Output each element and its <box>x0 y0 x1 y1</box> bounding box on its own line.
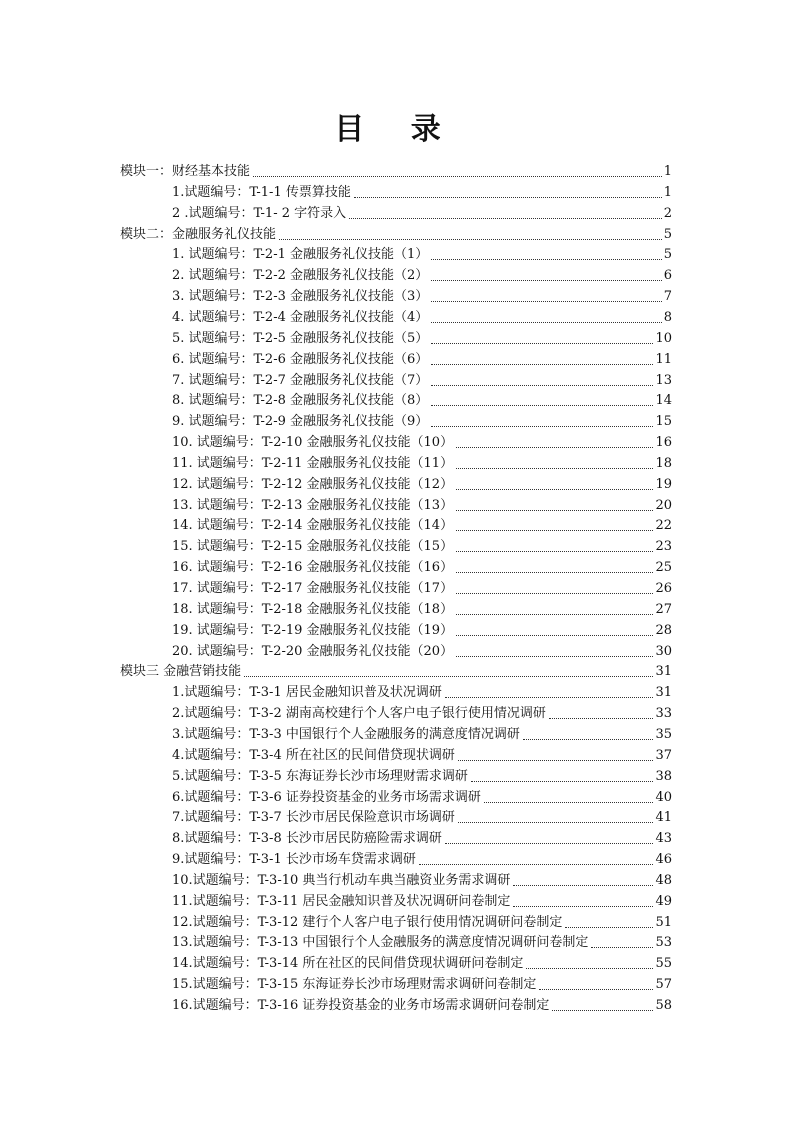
toc-entry[interactable] <box>172 391 672 411</box>
toc-entry-label: 17. 试题编号：T-2-17 金融服务礼仪技能（17） <box>172 581 454 596</box>
toc-entry[interactable] <box>172 433 672 453</box>
toc-page-number: 8 <box>663 309 672 325</box>
toc-entry-label: 11.试题编号：T-3-11 居民金融知识普及状况调研问卷制定 <box>172 893 511 909</box>
toc-entry-label: 4.试题编号：T-3-4 所在社区的民间借贷现状调研 <box>172 747 455 763</box>
toc-leader-dots <box>456 468 653 469</box>
toc-entry-label: 19. 试题编号：T-2-19 金融服务礼仪技能（19） <box>172 622 454 638</box>
toc-entry[interactable] <box>172 371 672 391</box>
toc-leader-dots <box>471 781 654 782</box>
toc-entry-label: 6. 试题编号：T-2-6 金融服务礼仪技能（6） <box>172 351 429 367</box>
toc-page-number: 5 <box>663 247 672 263</box>
toc-entry[interactable] <box>172 725 672 745</box>
toc-entry[interactable] <box>172 767 672 787</box>
toc-leader-dots <box>445 843 654 844</box>
toc-entry[interactable] <box>172 642 672 662</box>
toc-entry-label: 3.试题编号：T-3-3 中国银行个人金融服务的满意度情况调研 <box>172 726 520 742</box>
toc-entry[interactable] <box>172 412 672 432</box>
toc-entry[interactable] <box>172 621 672 641</box>
toc-leader-dots <box>539 989 653 990</box>
toc-leader-dots <box>349 218 662 219</box>
toc-page-number: 1 <box>663 164 672 179</box>
toc-entry[interactable] <box>172 516 672 536</box>
toc-entry-label: 9.试题编号：T-3-1 长沙市场车贷需求调研 <box>172 852 416 868</box>
toc-page-number: 7 <box>663 289 672 305</box>
toc-module-entry[interactable] <box>120 662 672 682</box>
toc-leader-dots <box>456 635 653 636</box>
toc-entry[interactable] <box>172 996 672 1016</box>
toc-entry[interactable] <box>172 454 672 474</box>
toc-entry-label: 11. 试题编号：T-2-11 金融服务礼仪技能（11） <box>172 455 454 471</box>
toc-entry-label: 1.试题编号：T-3-1 居民金融知识普及状况调研 <box>172 685 442 701</box>
toc-entry[interactable] <box>172 287 672 307</box>
toc-leader-dots <box>565 927 653 928</box>
toc-page-number: 5 <box>663 226 672 242</box>
toc-entry-label: 14.试题编号：T-3-14 所在社区的民间借贷现状调研问卷制定 <box>172 956 524 972</box>
toc-page-number: 49 <box>655 893 672 909</box>
toc-leader-dots <box>456 614 653 615</box>
toc-module-entry[interactable] <box>120 162 672 182</box>
toc-page-number: 37 <box>655 747 672 763</box>
toc-entry-label: 8.试题编号：T-3-8 长沙市居民防癌险需求调研 <box>172 831 442 847</box>
toc-page-number: 51 <box>655 914 672 930</box>
toc-entry-label: 2. 试题编号：T-2-2 金融服务礼仪技能（2） <box>172 268 429 284</box>
toc-leader-dots <box>456 530 653 531</box>
toc-leader-dots <box>456 489 653 490</box>
toc-entry[interactable] <box>172 329 672 349</box>
toc-leader-dots <box>523 739 654 740</box>
toc-leader-dots <box>456 551 653 552</box>
toc-entry[interactable] <box>172 850 672 870</box>
toc-page-number: 20 <box>655 497 672 513</box>
toc-page-number: 57 <box>655 977 672 993</box>
toc-entry-label: 15.试题编号：T-3-15 东海证券长沙市场理财需求调研问卷制定 <box>172 977 537 993</box>
toc-entry-label: 16. 试题编号：T-2-16 金融服务礼仪技能（16） <box>172 560 454 576</box>
toc-leader-dots <box>552 1010 653 1011</box>
toc-entry[interactable] <box>172 871 672 891</box>
toc-entry[interactable] <box>172 183 672 203</box>
toc-leader-dots <box>456 510 653 511</box>
toc-entry[interactable] <box>172 266 672 286</box>
toc-leader-dots <box>431 405 653 406</box>
toc-entry-label: 2.试题编号：T-3-2 湖南高校建行个人客户电子银行使用情况调研 <box>172 706 546 722</box>
toc-page-number: 26 <box>655 581 672 596</box>
toc-entry[interactable] <box>172 579 672 599</box>
toc-page-number: 28 <box>655 622 672 638</box>
toc-leader-dots <box>456 447 653 448</box>
toc-entry-label: 12. 试题编号：T-2-12 金融服务礼仪技能（12） <box>172 476 454 492</box>
toc-entry[interactable] <box>172 788 672 808</box>
toc-leader-dots <box>253 176 662 177</box>
toc-page-number: 43 <box>655 831 672 847</box>
toc-entry-label: 8. 试题编号：T-2-8 金融服务礼仪技能（8） <box>172 393 429 409</box>
toc-leader-dots <box>279 239 662 240</box>
toc-entry[interactable] <box>172 683 672 703</box>
toc-page-number: 13 <box>655 372 672 388</box>
toc-entry[interactable] <box>172 933 672 953</box>
toc-entry[interactable] <box>172 808 672 828</box>
toc-page-number: 25 <box>655 560 672 576</box>
toc-entry-label: 20. 试题编号：T-2-20 金融服务礼仪技能（20） <box>172 643 454 659</box>
toc-entry[interactable] <box>172 537 672 557</box>
page-title: 目 录 <box>334 112 459 147</box>
toc-entry-label: 13.试题编号：T-3-13 中国银行个人金融服务的满意度情况调研问卷制定 <box>172 935 589 951</box>
toc-page-number: 40 <box>655 789 672 805</box>
toc-leader-dots <box>513 885 653 886</box>
toc-page-number: 53 <box>655 935 672 951</box>
toc-entry-label: 模块三 金融营销技能 <box>120 664 242 680</box>
toc-entry-label: 5.试题编号：T-3-5 东海证券长沙市场理财需求调研 <box>172 768 468 784</box>
toc-leader-dots <box>458 822 654 823</box>
toc-page-number: 35 <box>655 726 672 742</box>
toc-page-number: 31 <box>655 664 672 680</box>
toc-page-number: 10 <box>655 330 672 346</box>
toc-entry-label: 9. 试题编号：T-2-9 金融服务礼仪技能（9） <box>172 414 429 430</box>
toc-entry-label: 7. 试题编号：T-2-7 金融服务礼仪技能（7） <box>172 372 429 388</box>
toc-entry[interactable] <box>172 913 672 933</box>
toc-leader-dots <box>549 718 654 719</box>
toc-page-number: 38 <box>655 768 672 784</box>
toc-entry-label: 模块二：金融服务礼仪技能 <box>120 226 277 242</box>
toc-entry-label: 10. 试题编号：T-2-10 金融服务礼仪技能（10） <box>172 435 454 451</box>
toc-leader-dots <box>431 426 653 427</box>
toc-page-number: 27 <box>655 601 672 617</box>
toc-entry-label: 3. 试题编号：T-2-3 金融服务礼仪技能（3） <box>172 289 429 305</box>
toc-entry-label: 1.试题编号：T-1-1 传票算技能 <box>172 184 351 200</box>
toc-page-number: 18 <box>655 455 672 471</box>
toc-entry[interactable] <box>172 746 672 766</box>
toc-page-number: 48 <box>655 872 672 888</box>
toc-entry-label: 4. 试题编号：T-2-4 金融服务礼仪技能（4） <box>172 309 429 325</box>
toc-entry[interactable] <box>172 245 672 265</box>
toc-page-number: 22 <box>655 518 672 534</box>
toc-page-number: 55 <box>655 956 672 972</box>
toc-entry-label: 18. 试题编号：T-2-18 金融服务礼仪技能（18） <box>172 601 454 617</box>
toc-leader-dots <box>431 322 661 323</box>
toc-entry[interactable] <box>172 204 672 224</box>
toc-page-number: 46 <box>655 852 672 868</box>
toc-leader-dots <box>513 906 653 907</box>
toc-entry-label: 6.试题编号：T-3-6 证券投资基金的业务市场需求调研 <box>172 789 481 805</box>
toc-entry-label: 5. 试题编号：T-2-5 金融服务礼仪技能（5） <box>172 330 429 346</box>
toc-entry-label: 1. 试题编号：T-2-1 金融服务礼仪技能（1） <box>172 247 429 263</box>
toc-leader-dots <box>431 280 661 281</box>
toc-module-entry[interactable] <box>120 225 672 245</box>
toc-page-number: 2 <box>663 205 672 221</box>
toc-leader-dots <box>445 697 654 698</box>
toc-entry[interactable] <box>172 600 672 620</box>
toc-page-number: 14 <box>655 393 672 409</box>
toc-entry[interactable] <box>172 975 672 995</box>
toc-leader-dots <box>458 760 654 761</box>
toc-page-number: 31 <box>655 685 672 701</box>
toc-leader-dots <box>484 802 654 803</box>
toc-entry[interactable] <box>172 829 672 849</box>
toc-page-number: 15 <box>655 414 672 430</box>
toc-page-number: 16 <box>655 435 672 451</box>
toc-leader-dots <box>456 572 653 573</box>
toc-page-number: 33 <box>655 706 672 722</box>
toc-leader-dots <box>419 864 654 865</box>
toc-entry[interactable] <box>172 475 672 495</box>
toc-leader-dots <box>431 364 653 365</box>
toc-page-number: 19 <box>655 476 672 492</box>
toc-leader-dots <box>431 385 653 386</box>
toc-leader-dots <box>431 259 661 260</box>
toc-page-number: 1 <box>663 184 672 200</box>
toc-entry[interactable] <box>172 558 672 578</box>
toc-entry-label: 7.试题编号：T-3-7 长沙市居民保险意识市场调研 <box>172 810 455 826</box>
toc-entry[interactable] <box>172 308 672 328</box>
toc-entry-label: 10.试题编号：T-3-10 典当行机动车典当融资业务需求调研 <box>172 872 511 888</box>
toc-leader-dots <box>526 968 653 969</box>
toc-leader-dots <box>431 301 661 302</box>
toc-leader-dots <box>456 593 653 594</box>
toc-entry-label: 12.试题编号：T-3-12 建行个人客户电子银行使用情况调研问卷制定 <box>172 914 563 930</box>
toc-leader-dots <box>591 947 653 948</box>
toc-page-number: 6 <box>663 268 672 284</box>
toc-leader-dots <box>244 676 653 677</box>
toc-entry-label: 2 .试题编号：T-1- 2 字符录入 <box>172 205 347 221</box>
toc-entry-label: 模块一：财经基本技能 <box>120 164 251 179</box>
toc-leader-dots <box>354 197 662 198</box>
toc-page-number: 11 <box>655 351 672 367</box>
toc-leader-dots <box>456 656 653 657</box>
toc-entry[interactable] <box>172 350 672 370</box>
toc-page-number: 58 <box>655 998 672 1013</box>
toc-entry-label: 15. 试题编号：T-2-15 金融服务礼仪技能（15） <box>172 539 454 555</box>
toc-entry[interactable] <box>172 496 672 516</box>
toc-entry[interactable] <box>172 892 672 912</box>
toc-page-number: 41 <box>655 810 672 826</box>
toc-entry[interactable] <box>172 954 672 974</box>
toc-entry-label: 16.试题编号：T-3-16 证券投资基金的业务市场需求调研问卷制定 <box>172 998 550 1013</box>
toc-entry[interactable] <box>172 704 672 724</box>
toc-leader-dots <box>431 343 653 344</box>
toc-page-number: 23 <box>655 539 672 555</box>
toc-entry-label: 14. 试题编号：T-2-14 金融服务礼仪技能（14） <box>172 518 454 534</box>
toc-entry-label: 13. 试题编号：T-2-13 金融服务礼仪技能（13） <box>172 497 454 513</box>
toc-page-number: 30 <box>655 643 672 659</box>
